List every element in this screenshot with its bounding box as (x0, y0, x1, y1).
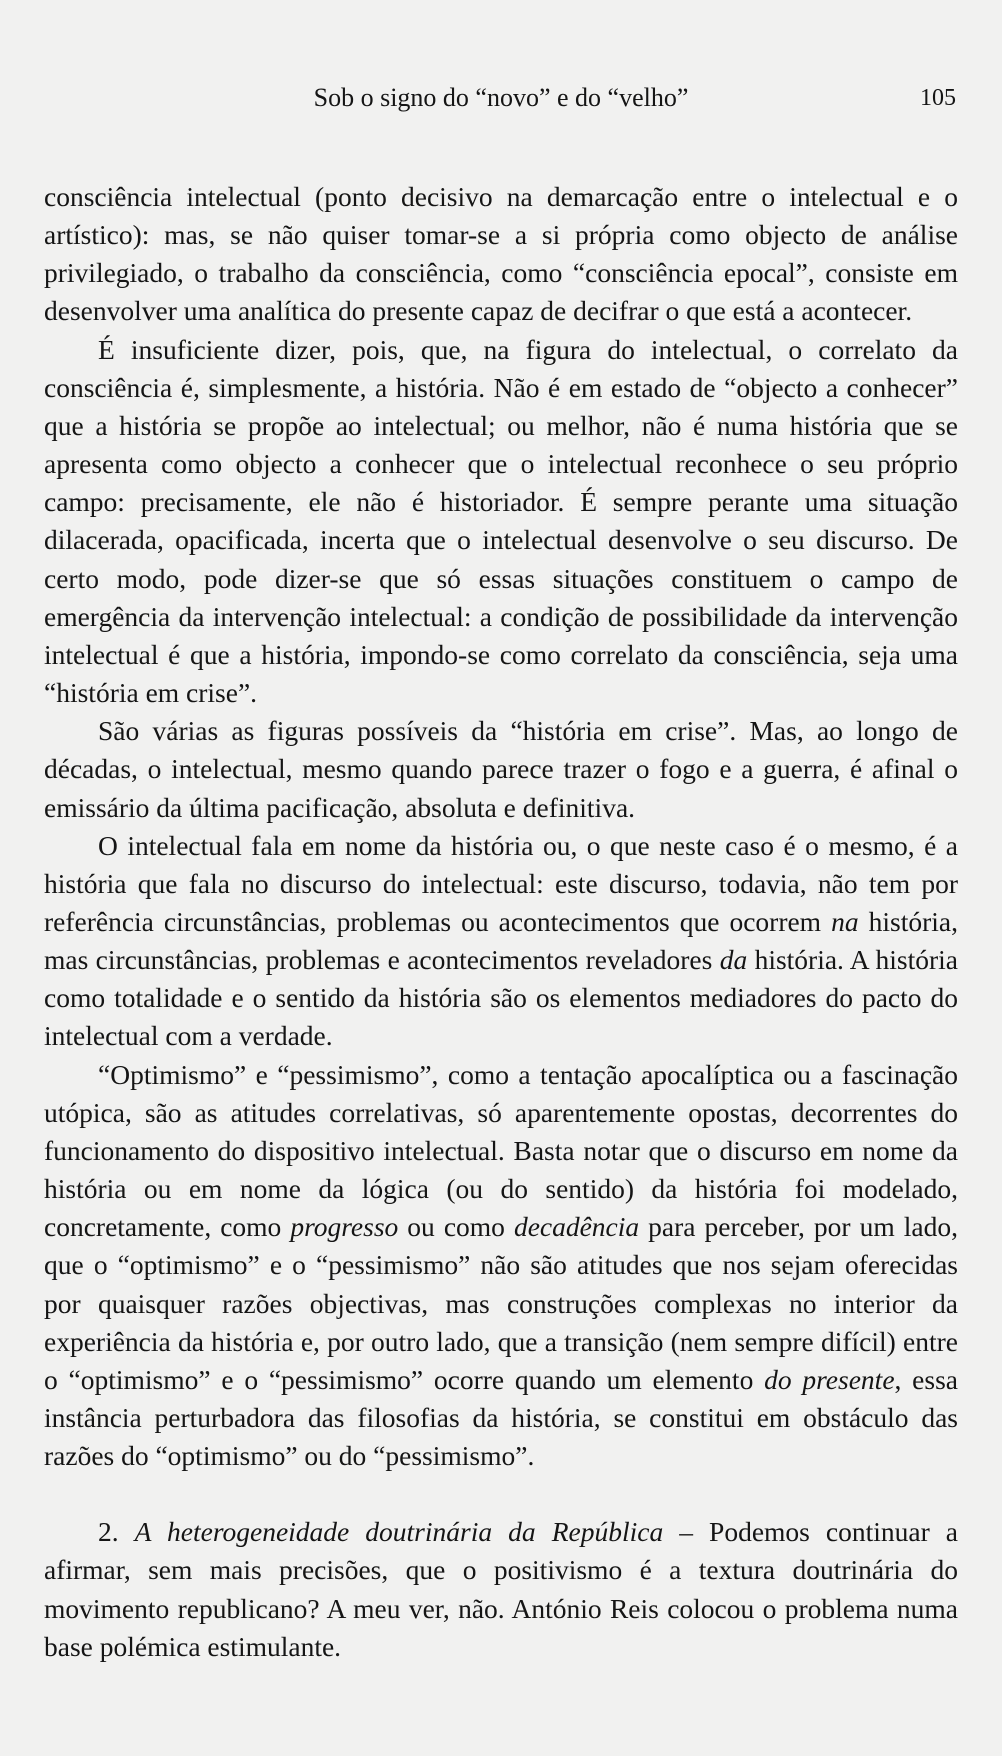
paragraph-5-text-c: para perceber, por um lado, que o “optimismo” e o “pessimismo” não são atitudes que nos sejam oferecidas por quaisquer razões objectivas, mas construções complexas no interior da experiência da história e, por outro lado, que a transição (nem sempre difícil) entre o “optimismo” e o “pessimismo” ocorre quando um elemento (44, 1211, 958, 1395)
paragraph-4-text-a: O intelectual fala em nome da história ou, o que neste caso é o mesmo, é a história que fala no discurso do intelectual: este discurso, todavia, não tem por referência circunstâncias, problemas ou acontecimentos que ocorrem (44, 829, 958, 937)
section-title: A heterogeneidade doutrinária da República (134, 1516, 664, 1548)
paragraph-4-text-c: história. A história como totalidade e o sentido da história são os elementos mediadores do pacto do intelectual com a verdade. (44, 944, 958, 1052)
paragraph-2: É insuficiente dizer, pois, que, na figura do intelectual, o correlato da consciência é, simplesmente, a história. Não é em estado de “objecto a conhecer” que a história se propõe ao intelectual; ou melhor, não é numa história que se apresenta como objecto a conhecer que o intelectual reconhece o seu próprio campo: precisamente, ele não é historiador. É sempre perante uma situação dilacerada, opacificada, incerta que o intelectual desenvolve o seu discurso. De certo modo, pode dizer-se que só essas situações constituem o campo de emergência da intervenção intelectual: a condição de possibilidade da intervenção intelectual é que a história, impondo-se como correlato da consciência, seja uma “história em crise”. (44, 333, 958, 709)
paragraph-4 (44, 827, 958, 1056)
paragraph-5 (44, 1056, 958, 1476)
paragraph-5-emphasis-progresso: progresso (290, 1211, 399, 1243)
paragraph-3: São várias as figuras possíveis da “história em crise”. Mas, ao longo de décadas, o intelectual, mesmo quando parece trazer o fogo e a guerra, é afinal o emissário da última pacificação, absoluta e definitiva. (44, 715, 958, 823)
page-header (44, 78, 958, 118)
paragraph-4-emphasis-na: na (831, 905, 859, 937)
paragraph-5-emphasis-do-presente: do presente (764, 1363, 895, 1395)
body-text (44, 178, 958, 1666)
running-title: Sob o signo do “novo” e do “velho” (313, 83, 689, 112)
section-2-paragraph (44, 1513, 958, 1666)
section-number: 2. (98, 1516, 135, 1548)
paragraph-5-text-b: ou como (398, 1211, 514, 1243)
paragraph-4-emphasis-da: da (719, 944, 748, 976)
section-2-text: – Podemos continuar a afirmar, sem mais precisões, que o positivismo é a textura doutrinária do movimento republicano? A meu ver, não. António Reis colocou o problema numa base polémica estimulante. (44, 1516, 959, 1662)
paragraph-5-text-d: , essa instância perturbadora das filosofias da história, se constitui em obstáculo das razões do “optimismo” ou do “pessimismo”. (44, 1363, 958, 1472)
page-number: 105 (920, 85, 956, 111)
paragraph-5-text-a: “Optimismo” e “pessimismo”, como a tentação apocalíptica ou a fascinação utópica, são as atitudes correlativas, só aparentemente opostas, decorrentes do funcionamento do dispositivo intelectual. Basta notar que o discurso em nome da história ou em nome da lógica (ou do sentido) da história foi modelado, concretamente, como (44, 1058, 958, 1243)
paragraph-5-emphasis-decadencia: decadência (513, 1211, 640, 1243)
paragraph-1: consciência intelectual (ponto decisivo na demarcação entre o intelectual e o artístico): mas, se não quiser tomar-se a si própria como objecto de análise privilegiado, o trabalho da consciência, como “consciência epocal”, consiste em desenvolver uma analítica do presente capaz de decifrar o que está a acontecer. (44, 181, 958, 327)
paragraph-4-text-b: história, mas circunstâncias, problemas e acontecimentos reveladores (44, 905, 958, 976)
